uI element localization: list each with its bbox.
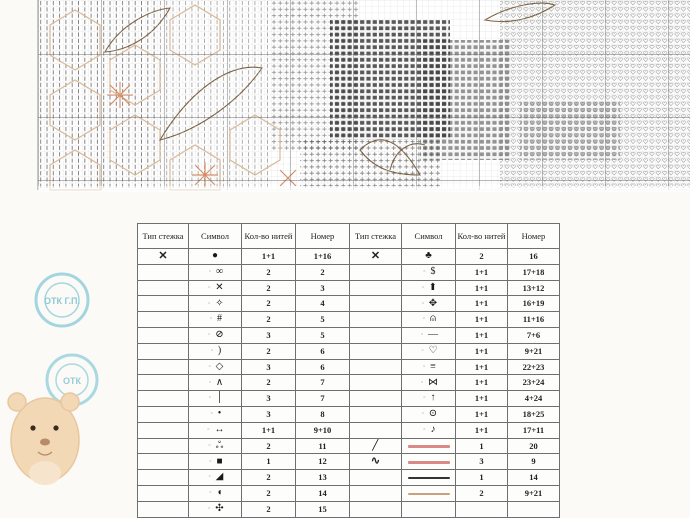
color-swatch-mark: ▫ bbox=[210, 348, 213, 355]
header-number: Номер bbox=[508, 224, 560, 249]
number-cell: 1+16 bbox=[296, 249, 350, 265]
color-swatch-mark: ▫ bbox=[420, 379, 424, 386]
color-swatch-mark: ▫ bbox=[210, 411, 213, 418]
stitch-type-icon: ✕ bbox=[370, 249, 381, 262]
threads-cell: 1+1 bbox=[456, 406, 508, 422]
stitch-type-icon: ∿ bbox=[370, 454, 381, 467]
number-cell: 14 bbox=[296, 485, 350, 501]
double-arrow-icon: ↔ bbox=[214, 423, 225, 435]
heart-outline-icon: ♡ bbox=[428, 344, 438, 356]
stitch-type-cell bbox=[138, 312, 189, 328]
key-row bbox=[138, 343, 560, 359]
symbol-cell bbox=[189, 391, 242, 407]
threads-cell: 3 bbox=[242, 406, 296, 422]
stitch-type-cell bbox=[350, 406, 402, 422]
key-row bbox=[138, 391, 560, 407]
threads-cell: 1 bbox=[456, 438, 508, 454]
threads-cell: 1+1 bbox=[456, 327, 508, 343]
stitch-type-cell bbox=[350, 327, 402, 343]
threads-cell bbox=[456, 501, 508, 517]
symbol-cell bbox=[189, 312, 242, 328]
color-swatch-mark: ▫ bbox=[208, 379, 211, 386]
threads-cell: 1+1 bbox=[242, 422, 296, 438]
symbol-cell bbox=[402, 422, 456, 438]
threads-cell: 1+1 bbox=[456, 264, 508, 280]
symbol-cell bbox=[402, 296, 456, 312]
caret-icon: ∧ bbox=[215, 376, 224, 388]
symbol-cell bbox=[402, 391, 456, 407]
stitch-type-cell bbox=[350, 391, 402, 407]
color-swatch-mark: ▫ bbox=[209, 490, 212, 497]
number-cell: 17+11 bbox=[508, 422, 560, 438]
number-cell: 17+18 bbox=[508, 264, 560, 280]
color-swatch-mark: ▫ bbox=[208, 332, 211, 339]
symbol-cell bbox=[189, 501, 242, 517]
threads-cell: 1+1 bbox=[456, 312, 508, 328]
bowtie-icon: ⋈ bbox=[428, 376, 438, 388]
number-cell: 9+10 bbox=[296, 422, 350, 438]
color-swatch-mark: ▫ bbox=[423, 269, 426, 276]
number-cell: 13 bbox=[296, 470, 350, 486]
color-swatch-mark: ▫ bbox=[423, 363, 426, 370]
dot-icon: • bbox=[217, 408, 222, 420]
header-number: Номер bbox=[296, 224, 350, 249]
symbol-cell bbox=[189, 249, 242, 265]
key-row bbox=[138, 470, 560, 486]
stitch-type-cell bbox=[138, 327, 189, 343]
symbol-cell bbox=[402, 501, 456, 517]
stitch-type-cell bbox=[350, 438, 402, 454]
vertical-bar-icon: │ bbox=[215, 392, 224, 404]
symbol-cell bbox=[189, 296, 242, 312]
symbol-cell bbox=[402, 485, 456, 501]
stitch-type-cell bbox=[138, 501, 189, 517]
four-petal-icon: ✣ bbox=[215, 502, 224, 514]
backstitch-line-sample bbox=[408, 445, 450, 447]
color-swatch-mark: ▫ bbox=[422, 316, 426, 323]
number-cell: 5 bbox=[296, 312, 350, 328]
key-row bbox=[138, 406, 560, 422]
stitch-type-cell bbox=[138, 454, 189, 470]
number-cell: 4 bbox=[296, 296, 350, 312]
symbol-cell bbox=[189, 343, 242, 359]
symbol-cell bbox=[189, 406, 242, 422]
stitch-type-cell bbox=[350, 422, 402, 438]
symbol-cell bbox=[402, 343, 456, 359]
filled-square-icon: ■ bbox=[216, 455, 223, 467]
symbol-cell bbox=[402, 359, 456, 375]
threads-cell: 3 bbox=[242, 327, 296, 343]
threads-cell: 2 bbox=[242, 264, 296, 280]
color-swatch-mark: ▫ bbox=[208, 269, 211, 276]
key-row bbox=[138, 454, 560, 470]
backstitch-line-sample bbox=[408, 477, 450, 479]
symbol-cell bbox=[402, 327, 456, 343]
stitch-type-cell bbox=[138, 438, 189, 454]
symbol-cell bbox=[189, 422, 242, 438]
key-row bbox=[138, 296, 560, 312]
number-cell: 3 bbox=[296, 280, 350, 296]
number-cell: 8 bbox=[296, 406, 350, 422]
wedge-icon: ◢ bbox=[215, 471, 224, 483]
stamp-text: ОТК Г.П. bbox=[44, 296, 80, 306]
bear-illustration bbox=[8, 393, 79, 485]
stitch-type-cell bbox=[350, 264, 402, 280]
number-cell: 7 bbox=[296, 375, 350, 391]
arrow-up-icon: ↑ bbox=[430, 392, 436, 404]
key-row bbox=[138, 327, 560, 343]
symbol-cell bbox=[402, 438, 456, 454]
header-symbol: Символ bbox=[402, 224, 456, 249]
number-cell: 6 bbox=[296, 343, 350, 359]
stitch-type-cell bbox=[350, 280, 402, 296]
header-stitch-type: Тип стежка bbox=[138, 224, 189, 249]
color-swatch-mark: ▫ bbox=[423, 427, 426, 433]
color-swatch-mark: ▫ bbox=[207, 427, 210, 433]
stitch-type-icon: ╱ bbox=[372, 439, 379, 452]
arrow-up-bold-icon: ⬆ bbox=[428, 281, 438, 293]
stamp-text: ОТК bbox=[63, 376, 81, 386]
symbol-cell bbox=[189, 264, 242, 280]
stitch-type-cell bbox=[350, 375, 402, 391]
stitch-type-cell bbox=[350, 485, 402, 501]
stitch-type-cell bbox=[138, 406, 189, 422]
threads-cell: 1+1 bbox=[456, 280, 508, 296]
color-swatch-mark: ▫ bbox=[208, 395, 212, 402]
dome-icon: ⍝ bbox=[430, 313, 436, 325]
note-icon: ♪ bbox=[430, 423, 436, 435]
number-cell: 20 bbox=[508, 438, 560, 454]
cross-icon: ✕ bbox=[215, 281, 224, 293]
threads-cell: 1+1 bbox=[242, 249, 296, 265]
stitch-type-cell bbox=[138, 391, 189, 407]
threads-cell: 2 bbox=[242, 375, 296, 391]
color-swatch-mark: ▫ bbox=[208, 300, 211, 307]
stitch-type-cell bbox=[138, 249, 189, 265]
header-symbol: Символ bbox=[189, 224, 242, 249]
threads-cell: 2 bbox=[242, 312, 296, 328]
threads-cell: 2 bbox=[242, 438, 296, 454]
stitch-type-cell bbox=[138, 359, 189, 375]
stitch-type-cell bbox=[138, 422, 189, 438]
stitch-type-cell bbox=[138, 470, 189, 486]
symbol-cell bbox=[402, 312, 456, 328]
symbol-cell bbox=[189, 359, 242, 375]
number-cell: 11+16 bbox=[508, 312, 560, 328]
threads-cell: 1+1 bbox=[456, 296, 508, 312]
threads-cell: 1+1 bbox=[456, 375, 508, 391]
stitch-type-cell bbox=[350, 343, 402, 359]
color-swatch-mark: ▫ bbox=[208, 442, 211, 449]
filled-circle-icon: ● bbox=[211, 250, 219, 262]
symbol-cell bbox=[189, 375, 242, 391]
star-outline-icon: ✧ bbox=[215, 297, 224, 309]
qc-stamp bbox=[36, 274, 88, 326]
stitch-type-icon: ✕ bbox=[158, 249, 168, 262]
number-cell: 15 bbox=[296, 501, 350, 517]
infinity-icon: ∞ bbox=[215, 265, 224, 277]
number-cell bbox=[508, 501, 560, 517]
backstitch-line-sample bbox=[408, 493, 450, 495]
color-swatch-mark: ▫ bbox=[209, 458, 212, 465]
key-row bbox=[138, 249, 560, 265]
threads-cell: 3 bbox=[456, 454, 508, 470]
color-swatch-mark: ▫ bbox=[421, 348, 424, 355]
color-swatch-mark: ▫ bbox=[208, 505, 211, 512]
stitch-type-cell bbox=[350, 312, 402, 328]
number-cell: 11 bbox=[296, 438, 350, 454]
stitch-type-cell bbox=[138, 264, 189, 280]
stitch-type-cell bbox=[350, 501, 402, 517]
key-header-row bbox=[138, 224, 560, 249]
dash-icon: — bbox=[428, 329, 438, 341]
stitch-type-cell bbox=[138, 280, 189, 296]
triple-bar-icon: ≡ bbox=[430, 360, 436, 372]
stitch-type-cell bbox=[138, 485, 189, 501]
symbol-cell bbox=[402, 264, 456, 280]
threads-cell: 1+1 bbox=[456, 343, 508, 359]
key-row bbox=[138, 280, 560, 296]
symbol-cell bbox=[189, 470, 242, 486]
color-key-table bbox=[137, 223, 560, 518]
threads-cell: 1 bbox=[242, 454, 296, 470]
number-cell: 6 bbox=[296, 359, 350, 375]
symbol-cell bbox=[189, 327, 242, 343]
threads-cell: 3 bbox=[242, 391, 296, 407]
symbol-cell bbox=[189, 438, 242, 454]
symbol-cell bbox=[402, 375, 456, 391]
number-cell: 18+25 bbox=[508, 406, 560, 422]
stitch-type-cell bbox=[138, 296, 189, 312]
symbol-cell bbox=[402, 280, 456, 296]
color-swatch-mark: ▫ bbox=[421, 411, 424, 418]
threads-cell: 3 bbox=[242, 359, 296, 375]
color-swatch-mark: ▫ bbox=[208, 284, 211, 291]
paren-icon: ) bbox=[217, 344, 222, 356]
symbol-cell bbox=[189, 280, 242, 296]
backstitch-line-sample bbox=[408, 461, 450, 463]
key-row bbox=[138, 264, 560, 280]
color-swatch-mark: ▫ bbox=[421, 300, 424, 307]
number-cell: 12 bbox=[296, 454, 350, 470]
threads-cell: 1+1 bbox=[456, 359, 508, 375]
key-row bbox=[138, 359, 560, 375]
color-swatch-mark: ▫ bbox=[208, 474, 211, 481]
threads-cell: 1 bbox=[456, 470, 508, 486]
number-cell: 9 bbox=[508, 454, 560, 470]
club-icon: ♣ bbox=[425, 250, 432, 262]
number-cell: 4+24 bbox=[508, 391, 560, 407]
symbol-cell bbox=[189, 454, 242, 470]
stitch-type-cell bbox=[350, 296, 402, 312]
key-row bbox=[138, 485, 560, 501]
threads-cell: 2 bbox=[242, 501, 296, 517]
threads-cell: 2 bbox=[242, 280, 296, 296]
header-threads: Кол-во нитей bbox=[242, 224, 296, 249]
header-threads: Кол-во нитей bbox=[456, 224, 508, 249]
key-row bbox=[138, 312, 560, 328]
threads-cell: 2 bbox=[242, 296, 296, 312]
key-row bbox=[138, 422, 560, 438]
color-swatch-mark: ▫ bbox=[208, 363, 211, 370]
threads-cell: 1+1 bbox=[456, 422, 508, 438]
color-swatch-mark: ▫ bbox=[423, 395, 426, 402]
cross-flower-icon: ✥ bbox=[428, 297, 438, 309]
dollar-icon: $ bbox=[430, 265, 436, 277]
symbol-cell bbox=[402, 249, 456, 265]
number-cell: 9+21 bbox=[508, 485, 560, 501]
number-cell: 13+12 bbox=[508, 280, 560, 296]
threads-cell: 2 bbox=[242, 343, 296, 359]
key-row bbox=[138, 375, 560, 391]
number-cell: 2 bbox=[296, 264, 350, 280]
stitch-type-cell bbox=[350, 470, 402, 486]
stitch-type-cell bbox=[350, 454, 402, 470]
number-cell: 14 bbox=[508, 470, 560, 486]
symbol-cell bbox=[402, 454, 456, 470]
color-swatch-mark: ▫ bbox=[421, 284, 424, 291]
number-cell: 16+19 bbox=[508, 296, 560, 312]
number-cell: 16 bbox=[508, 249, 560, 265]
hash-icon: # bbox=[217, 313, 222, 325]
number-cell: 7+6 bbox=[508, 327, 560, 343]
stitch-type-cell bbox=[350, 249, 402, 265]
symbol-cell bbox=[189, 485, 242, 501]
slashed-circle-icon: ⊘ bbox=[215, 329, 224, 341]
threads-cell: 1+1 bbox=[456, 391, 508, 407]
key-row bbox=[138, 438, 560, 454]
threads-cell: 2 bbox=[242, 470, 296, 486]
header-stitch-type: Тип стежка bbox=[350, 224, 402, 249]
stitch-type-cell bbox=[138, 343, 189, 359]
stamps-area bbox=[0, 0, 140, 501]
number-cell: 5 bbox=[296, 327, 350, 343]
half-circle-icon: ◖ bbox=[216, 487, 223, 499]
color-swatch-mark: ▫ bbox=[420, 332, 424, 339]
number-cell: 9+21 bbox=[508, 343, 560, 359]
threads-cell: 2 bbox=[456, 249, 508, 265]
number-cell: 7 bbox=[296, 391, 350, 407]
threads-cell: 2 bbox=[456, 485, 508, 501]
symbol-cell bbox=[402, 406, 456, 422]
stitch-type-cell bbox=[350, 359, 402, 375]
diamond-outline-icon: ◇ bbox=[215, 360, 224, 372]
stitch-type-cell bbox=[138, 375, 189, 391]
symbol-cell bbox=[402, 470, 456, 486]
number-cell: 23+24 bbox=[508, 375, 560, 391]
color-swatch-mark: ▫ bbox=[209, 316, 213, 323]
circled-dot-icon: ⊙ bbox=[428, 408, 438, 420]
key-row bbox=[138, 501, 560, 517]
threads-cell: 2 bbox=[242, 485, 296, 501]
number-cell: 22+23 bbox=[508, 359, 560, 375]
three-circles-icon: ஃ bbox=[215, 439, 224, 451]
